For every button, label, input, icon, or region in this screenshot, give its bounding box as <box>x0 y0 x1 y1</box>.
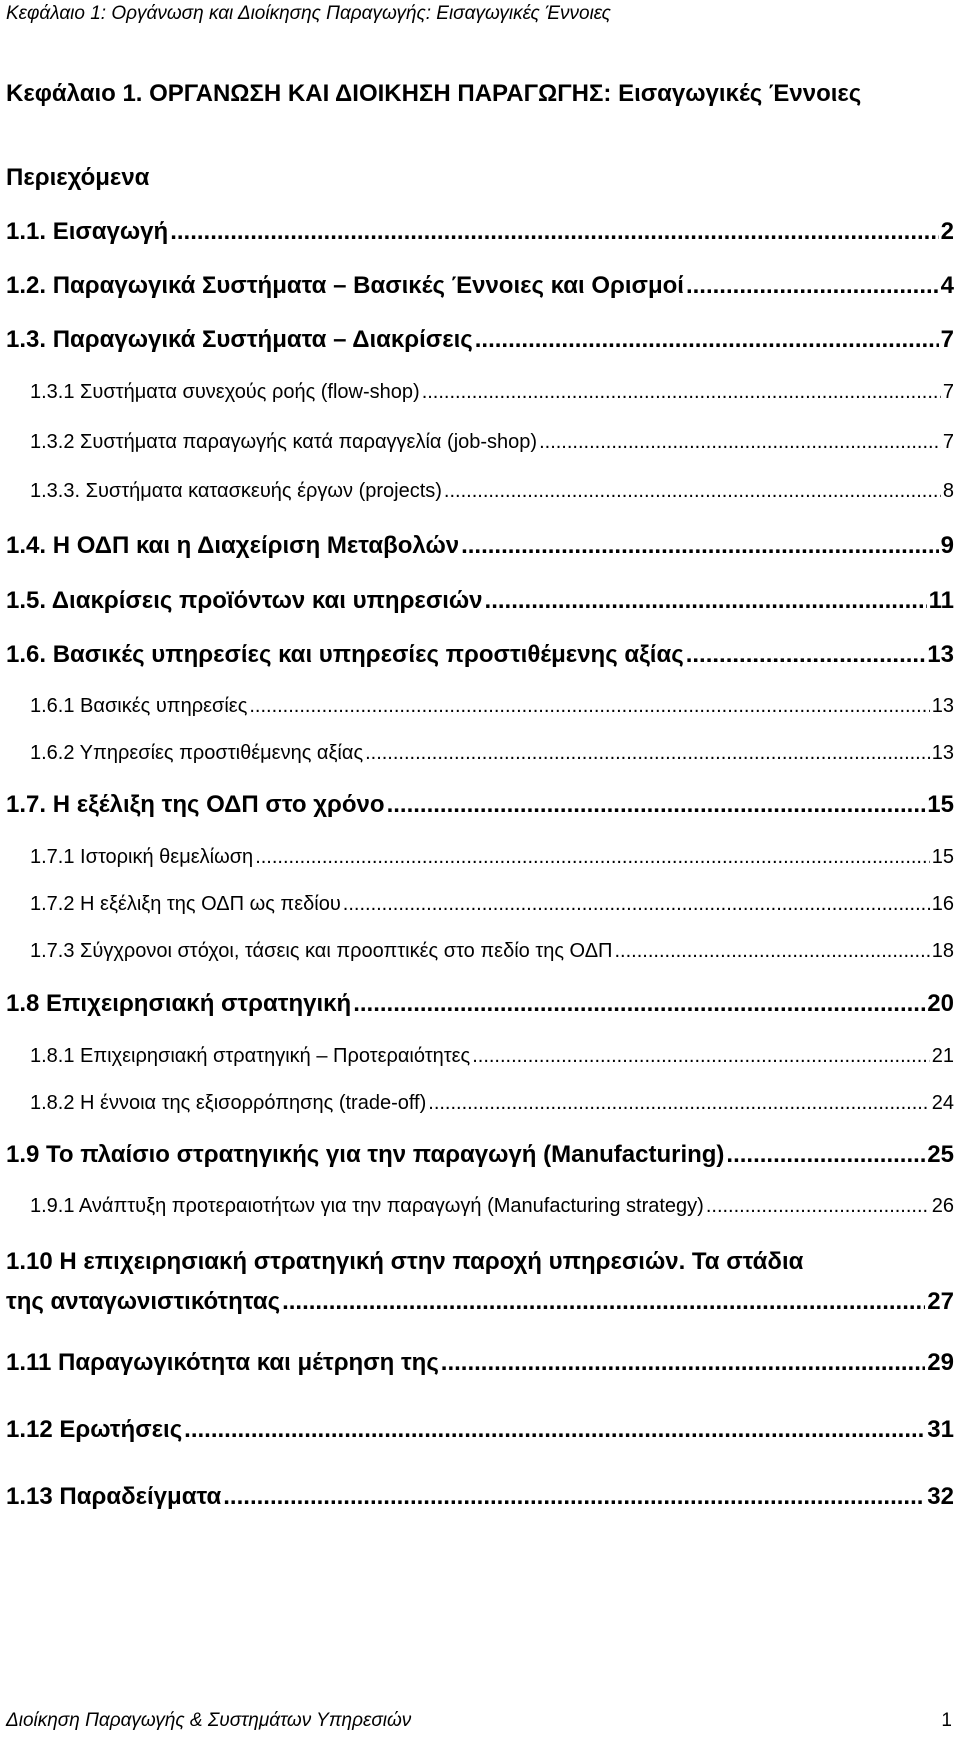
toc-entry-page: 7 <box>942 381 954 403</box>
toc-entry-page: 4 <box>940 272 954 299</box>
toc-entry-title: 1.7.3 Σύγχρονοι στόχοι, τάσεις και προοπτικές στο πεδίο της ΟΔΠ <box>30 940 613 962</box>
toc-entry-page: 20 <box>927 990 954 1017</box>
toc-entry[interactable] <box>6 218 954 246</box>
toc-leader-dots <box>472 1045 930 1068</box>
toc-entry[interactable] <box>6 587 954 615</box>
toc-entry-page: 25 <box>927 1141 954 1168</box>
toc-entry-title: 1.10 Η επιχειρησιακή στρατηγική στην παροχή υπηρεσιών. Τα στάδια <box>6 1248 804 1275</box>
toc-entry-page: 29 <box>927 1349 954 1376</box>
toc-entry-title: 1.9 Το πλαίσιο στρατηγικής για την παραγωγή (Manufacturing) <box>6 1141 725 1168</box>
toc-leader-dots <box>422 381 941 404</box>
toc-entry-page: 16 <box>931 893 954 915</box>
toc-entry-title: 1.4. Η ΟΔΠ και η Διαχείριση Μεταβολών <box>6 532 460 559</box>
toc-leader-dots <box>441 1349 926 1377</box>
toc-entry[interactable] <box>30 846 954 869</box>
toc-entry-page: 15 <box>931 846 954 868</box>
toc-entry-title: 1.3.2 Συστήματα παραγωγής κατά παραγγελία (job-shop) <box>30 431 538 453</box>
toc-leader-dots <box>428 1092 929 1115</box>
toc-entry-title: 1.7. Η εξέλιξη της ΟΔΠ στο χρόνο <box>6 791 385 818</box>
toc-entry[interactable] <box>30 940 954 963</box>
toc-entry-title: 1.8.1 Επιχειρησιακή στρατηγική – Προτεραιότητες <box>30 1045 471 1067</box>
toc-entry[interactable] <box>30 1045 954 1068</box>
toc-entry[interactable] <box>30 480 954 503</box>
toc-entry[interactable] <box>6 532 954 560</box>
footer-book-title: Διοίκηση Παραγωγής & Συστημάτων Υπηρεσιών <box>6 1710 412 1731</box>
toc-leader-dots <box>475 326 939 354</box>
toc-entry-title: 1.3. Παραγωγικά Συστήματα – Διακρίσεις <box>6 326 473 353</box>
toc-entry[interactable] <box>6 791 954 819</box>
toc-entry-title: 1.11 Παραγωγικότητα και μέτρηση της <box>6 1349 439 1376</box>
toc-entry-title: 1.6.2 Υπηρεσίες προστιθέμενης αξίας <box>30 742 364 764</box>
toc-leader-dots <box>615 940 930 963</box>
toc-entry[interactable] <box>6 326 954 354</box>
toc-entry-title: 1.3.1 Συστήματα συνεχούς ροής (flow-shop) <box>30 381 420 403</box>
toc-entry-title: 1.2. Παραγωγικά Συστήματα – Βασικές Έννοιες και Ορισμοί <box>6 272 684 299</box>
toc-entry-title: 1.6. Βασικές υπηρεσίες και υπηρεσίες προστιθέμενης αξίας <box>6 641 684 668</box>
toc-leader-dots <box>726 1141 925 1169</box>
toc-entry-page: 7 <box>942 431 954 453</box>
toc-leader-dots <box>365 742 930 765</box>
running-header: Κεφάλαιο 1: Οργάνωση και Διοίκησης Παραγωγής: Εισαγωγικές Έννοιες <box>6 3 611 24</box>
toc-leader-dots <box>706 1195 930 1218</box>
toc-leader-dots <box>184 1416 925 1444</box>
toc-entry-title: 1.5. Διακρίσεις προϊόντων και υπηρεσιών <box>6 587 483 614</box>
toc-entry-page: 18 <box>931 940 954 962</box>
toc-entry[interactable] <box>30 381 954 404</box>
toc-entry-page: 15 <box>927 791 954 818</box>
toc-entry-title: 1.7.2 Η εξέλιξη της ΟΔΠ ως πεδίου <box>30 893 341 915</box>
toc-leader-dots <box>461 532 939 560</box>
toc-entry-page: 11 <box>928 587 954 614</box>
toc-entry-title: 1.7.1 Ιστορική θεμελίωση <box>30 846 254 868</box>
toc-entry-page: 24 <box>931 1092 954 1114</box>
toc-entry[interactable] <box>6 1141 954 1169</box>
toc-entry-title: 1.3.3. Συστήματα κατασκευής έργων (projects) <box>30 480 442 502</box>
toc-leader-dots <box>249 695 929 718</box>
toc-entry-title: 1.12 Ερωτήσεις <box>6 1416 183 1443</box>
toc-leader-dots <box>387 791 926 819</box>
toc-entry[interactable] <box>6 1483 954 1511</box>
toc-entry[interactable] <box>30 695 954 718</box>
toc-entry-title: 1.8.2 Η έννοια της εξισορρόπησης (trade-off) <box>30 1092 427 1114</box>
toc-entry[interactable] <box>6 990 954 1018</box>
toc-leader-dots <box>343 893 930 916</box>
toc-entry-page: 2 <box>940 218 954 245</box>
toc-entry[interactable] <box>30 431 954 454</box>
contents-heading: Περιεχόμενα <box>6 164 150 191</box>
toc-entry-title: 1.8 Επιχειρησιακή στρατηγική <box>6 990 352 1017</box>
footer-page-number: 1 <box>941 1710 952 1731</box>
toc-entry-page: 7 <box>940 326 954 353</box>
toc-leader-dots <box>353 990 925 1018</box>
toc-entry-page: 9 <box>940 532 954 559</box>
toc-entry[interactable] <box>6 1242 954 1322</box>
toc-entry-page: 13 <box>927 641 954 668</box>
toc-entry-title: 1.1. Εισαγωγή <box>6 218 169 245</box>
toc-entry[interactable] <box>6 1416 954 1444</box>
toc-entry[interactable] <box>6 641 954 669</box>
toc-entry-page: 31 <box>927 1416 954 1443</box>
toc-leader-dots <box>539 431 941 454</box>
toc-entry-title-continued: της ανταγωνιστικότητας <box>6 1288 281 1315</box>
toc-entry[interactable] <box>30 742 954 765</box>
toc-leader-dots <box>255 846 930 869</box>
toc-entry-page: 26 <box>931 1195 954 1217</box>
toc-entry-page: 32 <box>927 1483 954 1510</box>
toc-entry[interactable] <box>6 272 954 300</box>
toc-entry-title: 1.6.1 Βασικές υπηρεσίες <box>30 695 248 717</box>
toc-entry[interactable] <box>30 1092 954 1115</box>
toc-leader-dots <box>686 641 926 669</box>
toc-entry[interactable] <box>6 1349 954 1377</box>
toc-entry-page: 21 <box>931 1045 954 1067</box>
toc-entry-page: 8 <box>942 480 954 502</box>
toc-entry[interactable] <box>30 1195 954 1218</box>
toc-leader-dots <box>282 1282 925 1322</box>
toc-leader-dots <box>444 480 941 503</box>
toc-entry-page: 13 <box>931 742 954 764</box>
toc-leader-dots <box>686 272 939 300</box>
toc-entry[interactable] <box>30 893 954 916</box>
toc-entry-title: 1.13 Παραδείγματα <box>6 1483 222 1510</box>
chapter-title: Κεφάλαιο 1. ΟΡΓΑΝΩΣΗ ΚΑΙ ΔΙΟΙΚΗΣΗ ΠΑΡΑΓΩΓΗΣ: Εισαγωγικές Έννοιες <box>6 80 862 107</box>
toc-leader-dots <box>223 1483 925 1511</box>
toc-entry-page: 27 <box>927 1288 954 1315</box>
toc-entry-title: 1.9.1 Ανάπτυξη προτεραιοτήτων για την παραγωγή (Manufacturing strategy) <box>30 1195 704 1217</box>
toc-entry-page: 13 <box>931 695 954 717</box>
toc-leader-dots <box>170 218 938 246</box>
toc-leader-dots <box>485 587 927 615</box>
